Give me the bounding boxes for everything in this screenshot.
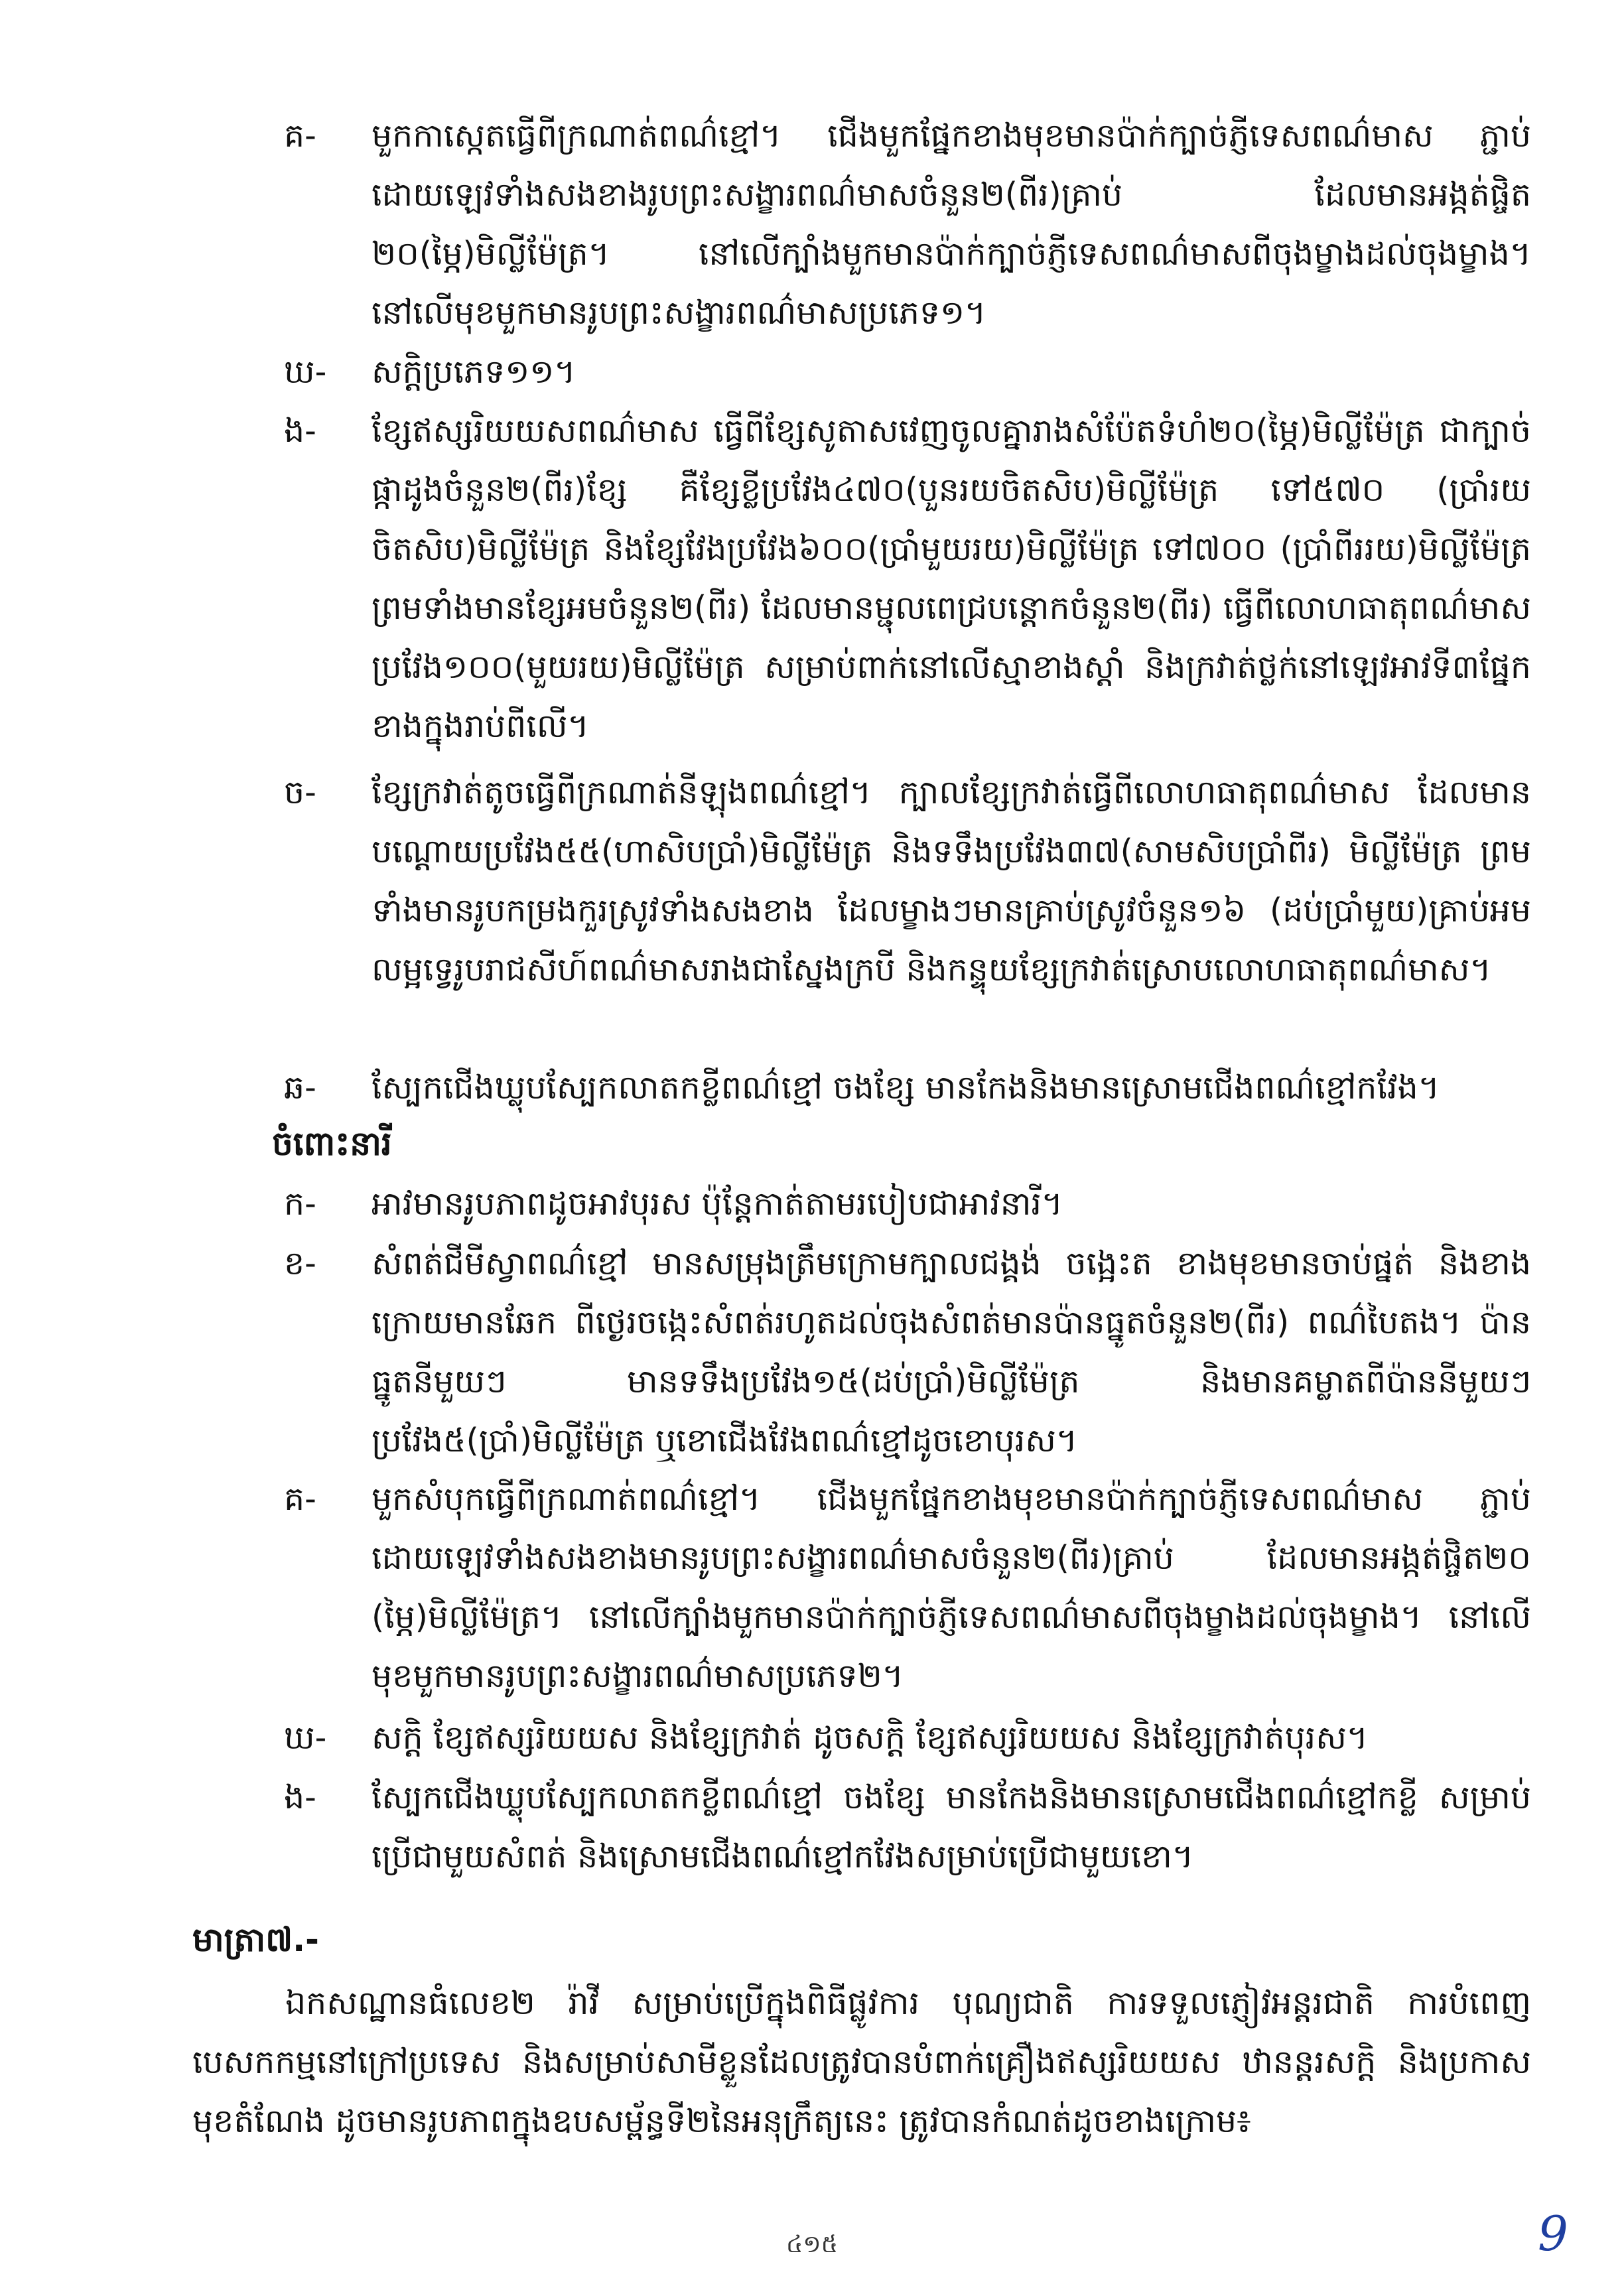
list-item-shoes-women: [284, 1768, 1531, 1886]
list-item-text: ខ្សែឥស្សរិយយសពណ៌មាស ធ្វើពីខ្សែសូតាសវេញចូលគ្នារាងសំប៉ែតទំហំ២០(ម្ភៃ)មិល្លីម៉ែត្រ ជាក្បាច់ផ្កាដូងចំនួន២(ពីរ)ខ្សែ គឺខ្សែខ្លីប្រវែង៤៧០(បួនរយចិតសិប)មិល្លីម៉ែត្រ ទៅ៥៧០ (ប្រាំរយចិតសិប)មិល្លីម៉ែត្រ និងខ្សែវែងប្រវែង៦០០(ប្រាំមួយរយ)មិល្លីម៉ែត្រ ទៅ៧០០ (ប្រាំពីររយ)មិល្លីម៉ែត្រ ព្រមទាំងមានខ្សែអមចំនួន២(ពីរ) ដែលមានម្ជុលពេជ្របន្តោកចំនួន២(ពីរ) ធ្វើពីលោហធាតុពណ៌មាសប្រវែង១០០(មួយរយ)មិល្លីម៉ែត្រ សម្រាប់ពាក់នៅលើស្មាខាងស្តាំ និងក្រវាត់ថ្លក់នៅឡេវអាវទី៣ផ្នែកខាងក្នុងរាប់ពីលើ។: [372, 412, 1531, 745]
list-item-text: សំពត់ជីមីស្វាពណ៌ខ្មៅ មានសម្រុងត្រឹមក្រោមក្បាលជង្គង់ ចង្អេះត ខាងមុខមានចាប់ផ្នត់ និងខាងក្រោយមានឆែក ពីថ្ងេរចង្កេះសំពត់រហូតដល់ចុងសំពត់មានប៉ានធ្នូតចំនួន២(ពីរ) ពណ៌បៃតង។ ប៉ានធ្នូតនីមួយៗ មានទទឹងប្រវែង១៥(ដប់ប្រាំ)មិល្លីម៉ែត្រ និងមានគម្លាតពីប៉ាននីមួយៗប្រវែង៥(ប្រាំ)មិល្លីម៉ែត្រ ឬខោជើងវែងពណ៌ខ្មៅដូចខោបុរស។: [372, 1244, 1531, 1459]
list-item-text: សក្តិប្រភេទ១១។: [372, 353, 576, 391]
list-item-shirt-women: [284, 1174, 1531, 1233]
list-item-skirt: [284, 1234, 1531, 1470]
article-heading: មាត្រា៧.-: [192, 1920, 319, 1959]
list-item-belt: [284, 763, 1531, 999]
list-marker: ង-: [284, 1779, 316, 1816]
list-item-honor-cord: [284, 401, 1531, 756]
handwritten-page-mark: 9: [1538, 2206, 1568, 2261]
list-item-shoes-men: [284, 1058, 1531, 1117]
list-item-text: អាវមានរូបភាពដូចអាវបុរស ប៉ុន្តែកាត់តាមរបៀបជាអាវនារី។: [372, 1185, 1063, 1223]
list-marker: ឃ-: [284, 353, 327, 391]
list-item-text: ស្បែកជើងឃ្លុបស្បែកលាតកខ្លីពណ៌ខ្មៅ ចងខ្សែ មានកែងនិងមានស្រោមជើងពណ៌ខ្មៅកខ្លី សម្រាប់ប្រើជាមួយសំពត់ និងស្រោមជើងពណ៌ខ្មៅកវែងសម្រាប់ប្រើជាមួយខោ។: [372, 1779, 1531, 1875]
list-marker: ខ-: [284, 1244, 316, 1282]
list-item-insignia-women: [284, 1708, 1531, 1767]
list-marker: ក-: [284, 1185, 316, 1223]
list-marker: គ-: [284, 1480, 316, 1518]
page-number: ៤១៥: [785, 2231, 839, 2258]
list-marker: ច-: [284, 773, 316, 811]
list-item-text: មួកសំបុកធ្វើពីក្រណាត់ពណ៌ខ្មៅ។ ជើងមួកផ្នែកខាងមុខមានប៉ាក់ក្បាច់ភ្ញីទេសពណ៌មាស ភ្ជាប់ដោយឡេវទាំងសងខាងមានរូបព្រះសង្ខារពណ៌មាសចំនួន២(ពីរ)គ្រាប់ ដែលមានអង្កត់ផ្ចិត២០ (ម្ភៃ)មិល្លីម៉ែត្រ។ នៅលើក្បាំងមួកមានប៉ាក់ក្បាច់ភ្ញីទេសពណ៌មាសពីចុងម្ខាងដល់ចុងម្ខាង។ នៅលើមុខមួកមានរូបព្រះសង្ខារពណ៌មាសប្រភេទ២។: [372, 1480, 1531, 1695]
list-item-text: មួកកាស្កេតធ្វើពីក្រណាត់ពណ៌ខ្មៅ។ ជើងមួកផ្នែកខាងមុខមានប៉ាក់ក្បាច់ភ្ញីទេសពណ៌មាស ភ្ជាប់ដោយឡេវទាំងសងខាងរូបព្រះសង្ខារពណ៌មាសចំនួន២(ពីរ)គ្រាប់ ដែលមានអង្កត់ផ្ចិត ២០(ម្ភៃ)មិល្លីម៉ែត្រ។ នៅលើក្បាំងមួកមានប៉ាក់ក្បាច់ភ្ញីទេសពណ៌មាសពីចុងម្ខាងដល់ចុងម្ខាង។ នៅលើមុខមួកមានរូបព្រះសង្ខារពណ៌មាសប្រភេទ១។: [372, 117, 1531, 332]
list-item-text: ខ្សែក្រវាត់តូចធ្វើពីក្រណាត់នីឡុងពណ៌ខ្មៅ។ ក្បាលខ្សែក្រវាត់ធ្វើពីលោហធាតុពណ៌មាស ដែលមានបណ្តោយប្រវែង៥៥(ហាសិបប្រាំ)មិល្លីម៉ែត្រ និងទទឹងប្រវែង៣៧(សាមសិបប្រាំពីរ) មិល្លីម៉ែត្រ ព្រមទាំងមានរូបកម្រងកួរស្រូវទាំងសងខាង ដែលម្ខាងៗមានគ្រាប់ស្រូវចំនួន១៦ (ដប់ប្រាំមួយ)គ្រាប់អមលម្អទ្វេរូបរាជសីហ៍ពណ៌មាសរាងជាស្នែងក្របី និងកន្ទុយខ្សែក្រវាត់ស្រោបលោហធាតុពណ៌មាស។: [372, 773, 1531, 988]
list-item-rank-insignia-men: [284, 342, 1531, 401]
article-paragraph: ឯកសណ្ឋានធំលេខ២ រ៉ាវី សម្រាប់ប្រើក្នុងពិធីផ្លូវការ បុណ្យជាតិ ការទទួលភ្ញៀវអន្តរជាតិ ការបំពេញបេសកកម្មនៅក្រៅប្រទេស និងសម្រាប់សាមីខ្លួនដែលត្រូវបានបំពាក់គ្រឿងឥស្សរិយយស ឋានន្តរសក្តិ និងប្រកាសមុខតំណែង ដូចមានរូបភាពក្នុងឧបសម្ព័ន្ធទី២នៃអនុក្រឹត្យនេះ ត្រូវបានកំណត់ដូចខាងក្រោម៖: [192, 1984, 1531, 2140]
list-item-text: សក្តិ ខ្សែឥស្សរិយយស និងខ្សែក្រវាត់ ដូចសក្តិ ខ្សែឥស្សរិយយស និងខ្សែក្រវាត់បុរស។: [372, 1719, 1369, 1757]
list-marker: ង-: [284, 412, 316, 450]
list-marker: គ-: [284, 117, 316, 155]
list-marker: ឃ-: [284, 1719, 327, 1757]
list-item-cap-men: [284, 106, 1531, 342]
section-heading-women: ចំពោះនារី: [272, 1124, 392, 1163]
list-marker: ឆ-: [284, 1069, 316, 1107]
list-item-cap-women: [284, 1469, 1531, 1706]
list-item-text: ស្បែកជើងឃ្លុបស្បែកលាតកខ្លីពណ៌ខ្មៅ ចងខ្សែ មានកែងនិងមានស្រោមជើងពណ៌ខ្មៅកវែង។: [372, 1069, 1440, 1107]
